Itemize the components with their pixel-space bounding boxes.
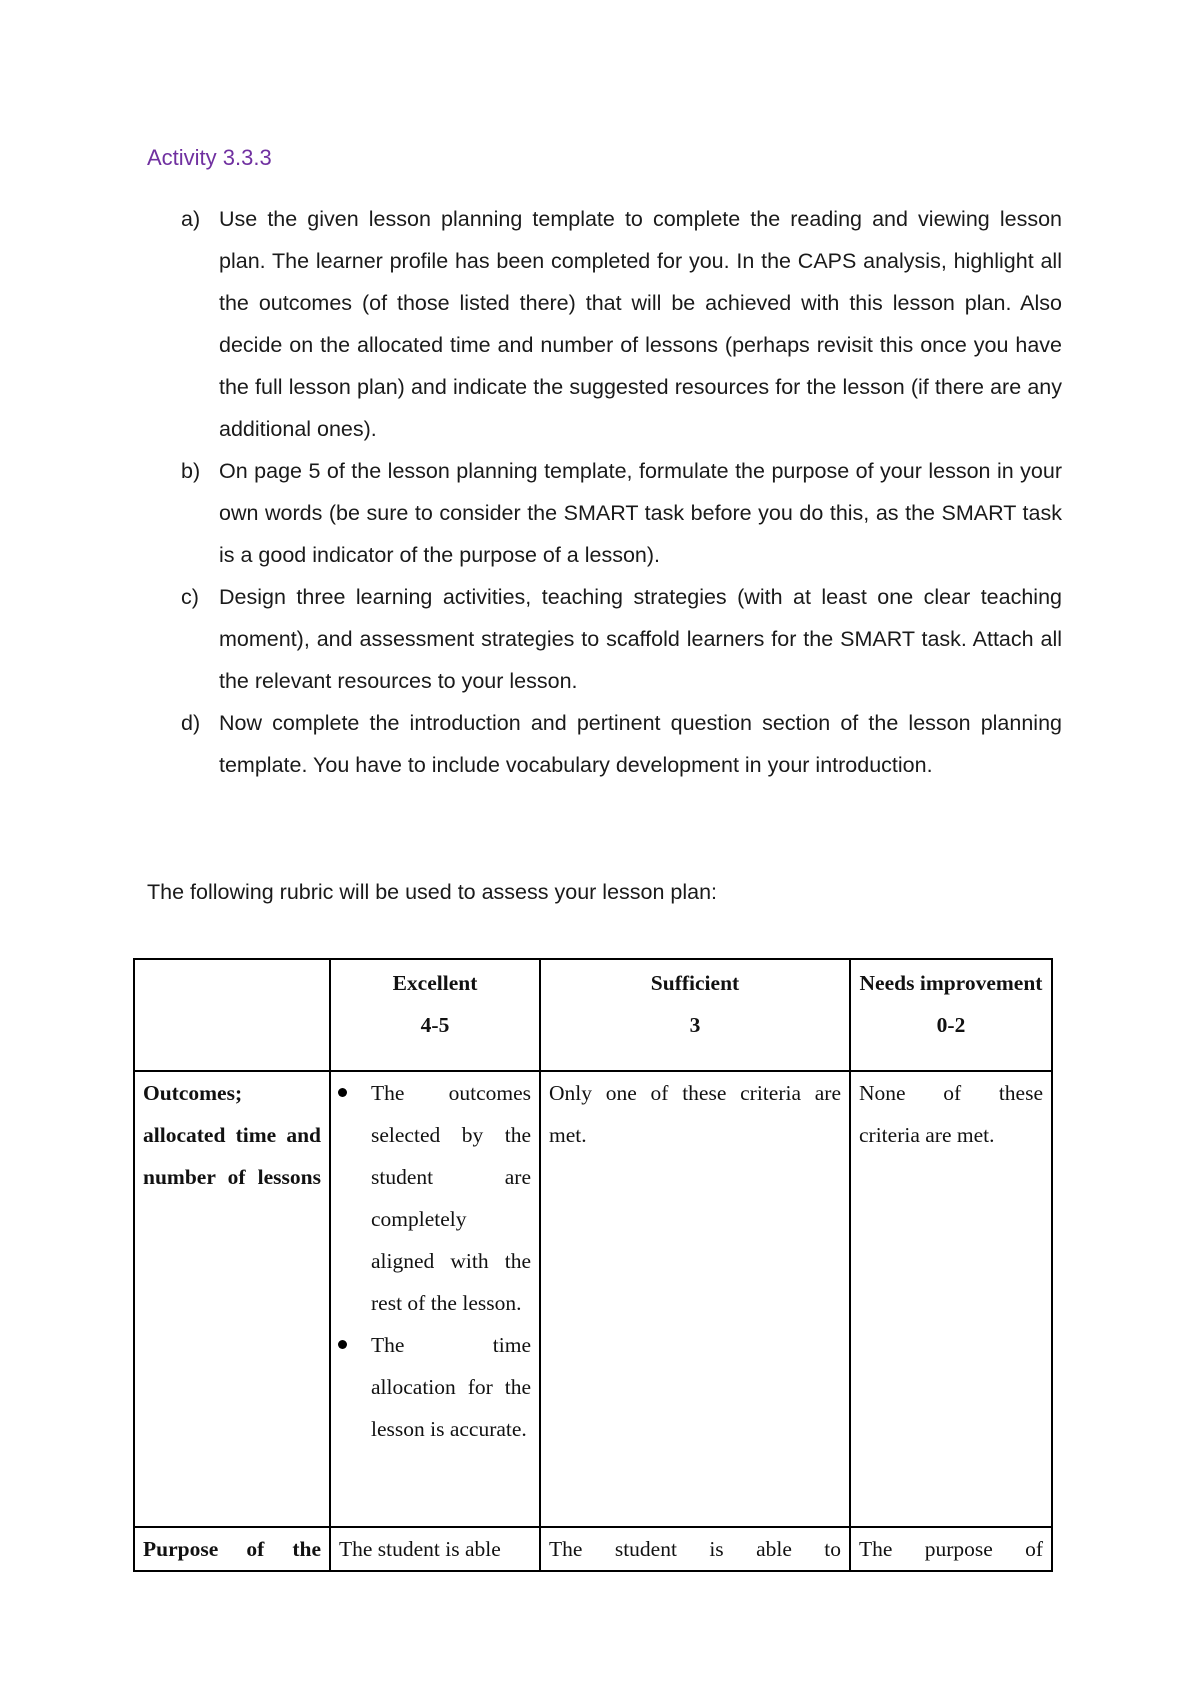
instruction-item: [181, 450, 1062, 576]
rubric-row: [134, 1527, 1052, 1571]
rubric-header-sufficient: [540, 959, 850, 1071]
instruction-list: [181, 198, 1062, 786]
instruction-text: Now complete the introduction and pertinent question section of the lesson planning template. You have to include vocabulary development in your introduction.: [219, 711, 1062, 777]
excellent-cell: The student is able: [330, 1527, 540, 1571]
header-score: 0-2: [936, 1013, 966, 1037]
sufficient-cell: The student is able to: [540, 1527, 850, 1571]
criterion-cell: Outcomes; allocated time and number of lessons: [134, 1071, 330, 1527]
excellent-cell: [330, 1071, 540, 1527]
instruction-marker: b): [181, 459, 201, 483]
rubric-header-row: [134, 959, 1052, 1071]
instruction-item: [181, 576, 1062, 702]
header-label: Sufficient: [650, 971, 740, 995]
excellent-bullets: [335, 1072, 531, 1450]
rubric-intro: The following rubric will be used to assess your lesson plan:: [147, 880, 718, 904]
bullet-item: The outcomes selected by the student are completely aligned with the rest of the lesson.: [335, 1072, 531, 1324]
instruction-text: Use the given lesson planning template to complete the reading and viewing lesson plan. The learner profile has been completed for you. In the CAPS analysis, highlight all the outcomes (of those listed there) that will be achieved with this lesson plan. Also decide on the allocated time and number of lessons (perhaps revisit this once you have the full lesson plan) and indicate the suggested resources for the lesson (if there are any additional ones).: [219, 207, 1062, 441]
header-label: Needs improvement: [859, 971, 1043, 995]
rubric-header-empty: [134, 959, 330, 1071]
header-score: 4-5: [420, 1013, 450, 1037]
sufficient-cell: Only one of these criteria are met.: [540, 1071, 850, 1527]
header-label: Excellent: [392, 971, 478, 995]
instruction-item: [181, 198, 1062, 450]
instruction-text: On page 5 of the lesson planning template, formulate the purpose of your lesson in your own words (be sure to consider the SMART task before you do this, as the SMART task is a good indicator of the purpose of a lesson).: [219, 459, 1062, 567]
activity-title: Activity 3.3.3: [147, 145, 272, 170]
needs-cell: None of these criteria are met.: [850, 1071, 1052, 1527]
instruction-marker: d): [181, 711, 201, 735]
rubric-table: [133, 958, 1053, 1572]
needs-cell: The purpose of: [850, 1527, 1052, 1571]
instruction-marker: c): [181, 585, 199, 609]
instruction-marker: a): [181, 207, 201, 231]
bullet-item: The time allocation for the lesson is accurate.: [335, 1324, 531, 1450]
rubric-header-needs: [850, 959, 1052, 1071]
instruction-text: Design three learning activities, teaching strategies (with at least one clear teaching moment), and assessment strategies to scaffold learners for the SMART task. Attach all the relevant resources to your lesson.: [219, 585, 1062, 693]
header-score: 3: [689, 1013, 701, 1037]
criterion-cell: Purpose of the: [134, 1527, 330, 1571]
rubric-header-excellent: [330, 959, 540, 1071]
instruction-item: [181, 702, 1062, 786]
rubric-row: [134, 1071, 1052, 1527]
